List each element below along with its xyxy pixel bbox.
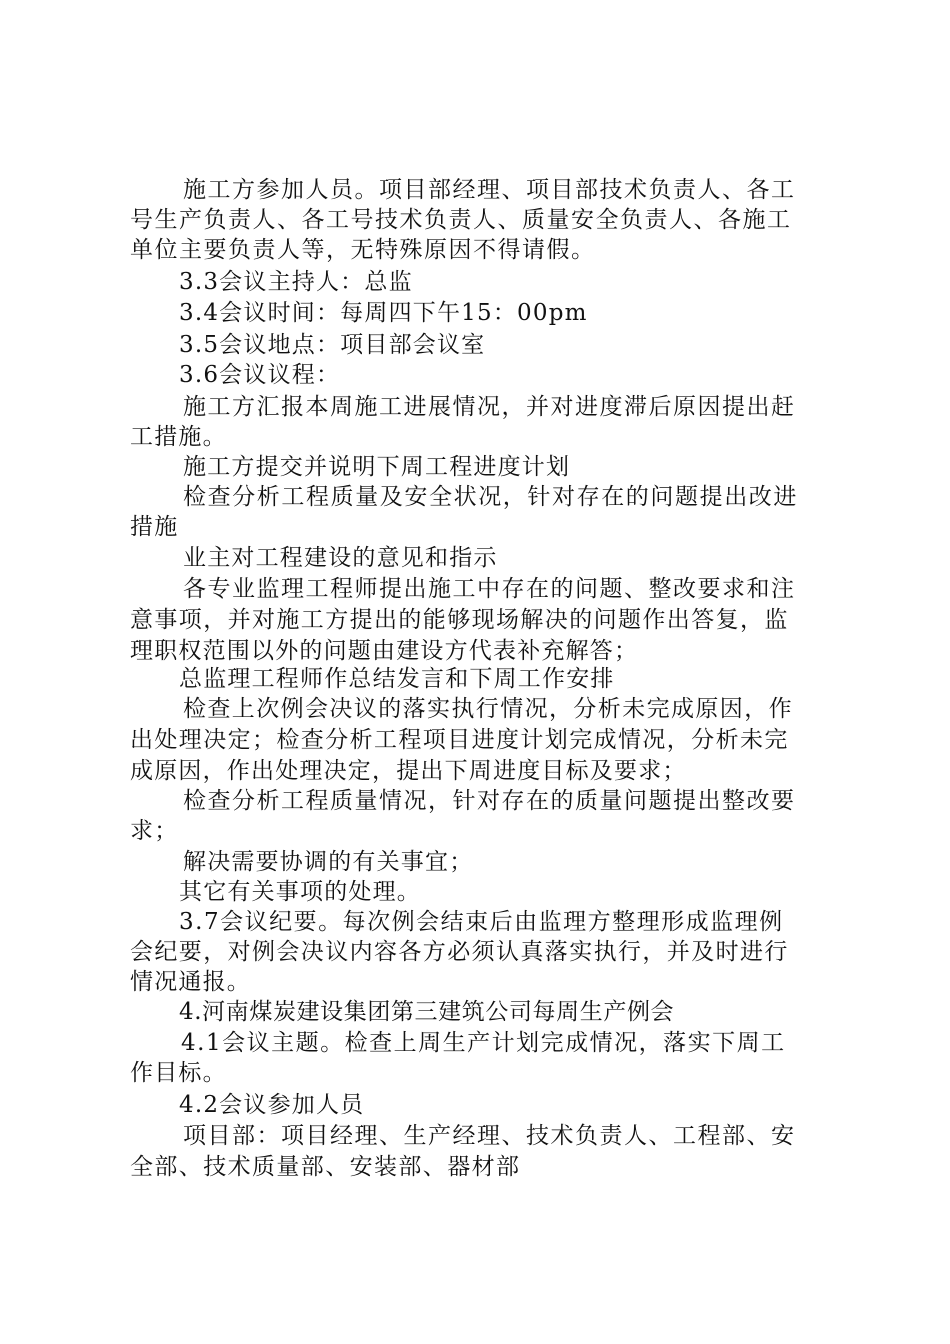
text-line: 项目部：项目经理、生产经理、技术负责人、工程部、安: [183, 1123, 796, 1149]
text-line: 情况通报。: [130, 969, 251, 995]
text-line: 施工方汇报本周施工进展情况，并对进度滞后原因提出赶: [183, 394, 796, 420]
text-line: 总监理工程师作总结发言和下周工作安排: [179, 666, 615, 692]
text-line: 检查分析工程质量及安全状况，针对存在的问题提出改进: [183, 484, 798, 510]
text-line: 意事项，并对施工方提出的能够现场解决的问题作出答复，监: [130, 607, 789, 633]
text-line: 会纪要，对例会决议内容各方必须认真落实执行，并及时进行: [130, 939, 789, 965]
text-line: 3.3会议主持人：总监: [179, 269, 413, 295]
text-line: 3.5会议地点：项目部会议室: [179, 332, 486, 358]
text-line: 3.7会议纪要。每次例会结束后由监理方整理形成监理例: [179, 909, 784, 935]
text-line: 施工方提交并说明下周工程进度计划: [183, 454, 571, 480]
text-line: 3.4会议时间：每周四下午15：00pm: [179, 300, 588, 326]
text-line: 求；: [130, 818, 179, 844]
text-line: 3.6会议议程：: [179, 362, 341, 388]
text-line: 4.1会议主题。检查上周生产计划完成情况，落实下周工: [181, 1030, 786, 1056]
text-line: 检查上次例会决议的落实执行情况，分析未完成原因，作: [183, 696, 793, 722]
text-line: 号生产负责人、各工号技术负责人、质量安全负责人、各施工: [130, 207, 792, 233]
text-line: 业主对工程建设的意见和指示: [183, 545, 498, 571]
text-line: 各专业监理工程师提出施工中存在的问题、整改要求和注: [183, 576, 796, 602]
text-line: 成原因，作出处理决定，提出下周进度目标及要求；: [130, 758, 687, 784]
text-line: 其它有关事项的处理。: [179, 879, 421, 905]
text-line: 作目标。: [130, 1060, 227, 1086]
text-line: 检查分析工程质量情况，针对存在的质量问题提出整改要: [183, 788, 796, 814]
text-line: 4.河南煤炭建设集团第三建筑公司每周生产例会: [179, 999, 675, 1025]
text-line: 全部、技术质量部、安装部、器材部: [130, 1154, 521, 1180]
text-line: 工措施。: [130, 424, 227, 450]
text-line: 措施: [130, 514, 179, 540]
text-line: 单位主要负责人等，无特殊原因不得请假。: [130, 237, 596, 263]
text-line: 解决需要协调的有关事宜；: [183, 849, 474, 875]
text-line: 出处理决定；检查分析工程项目进度计划完成情况，分析未完: [130, 727, 789, 753]
text-line: 4.2会议参加人员: [179, 1092, 365, 1118]
text-line: 施工方参加人员。项目部经理、项目部技术负责人、各工: [183, 177, 796, 203]
text-line: 理职权范围以外的问题由建设方代表补充解答；: [130, 638, 639, 664]
